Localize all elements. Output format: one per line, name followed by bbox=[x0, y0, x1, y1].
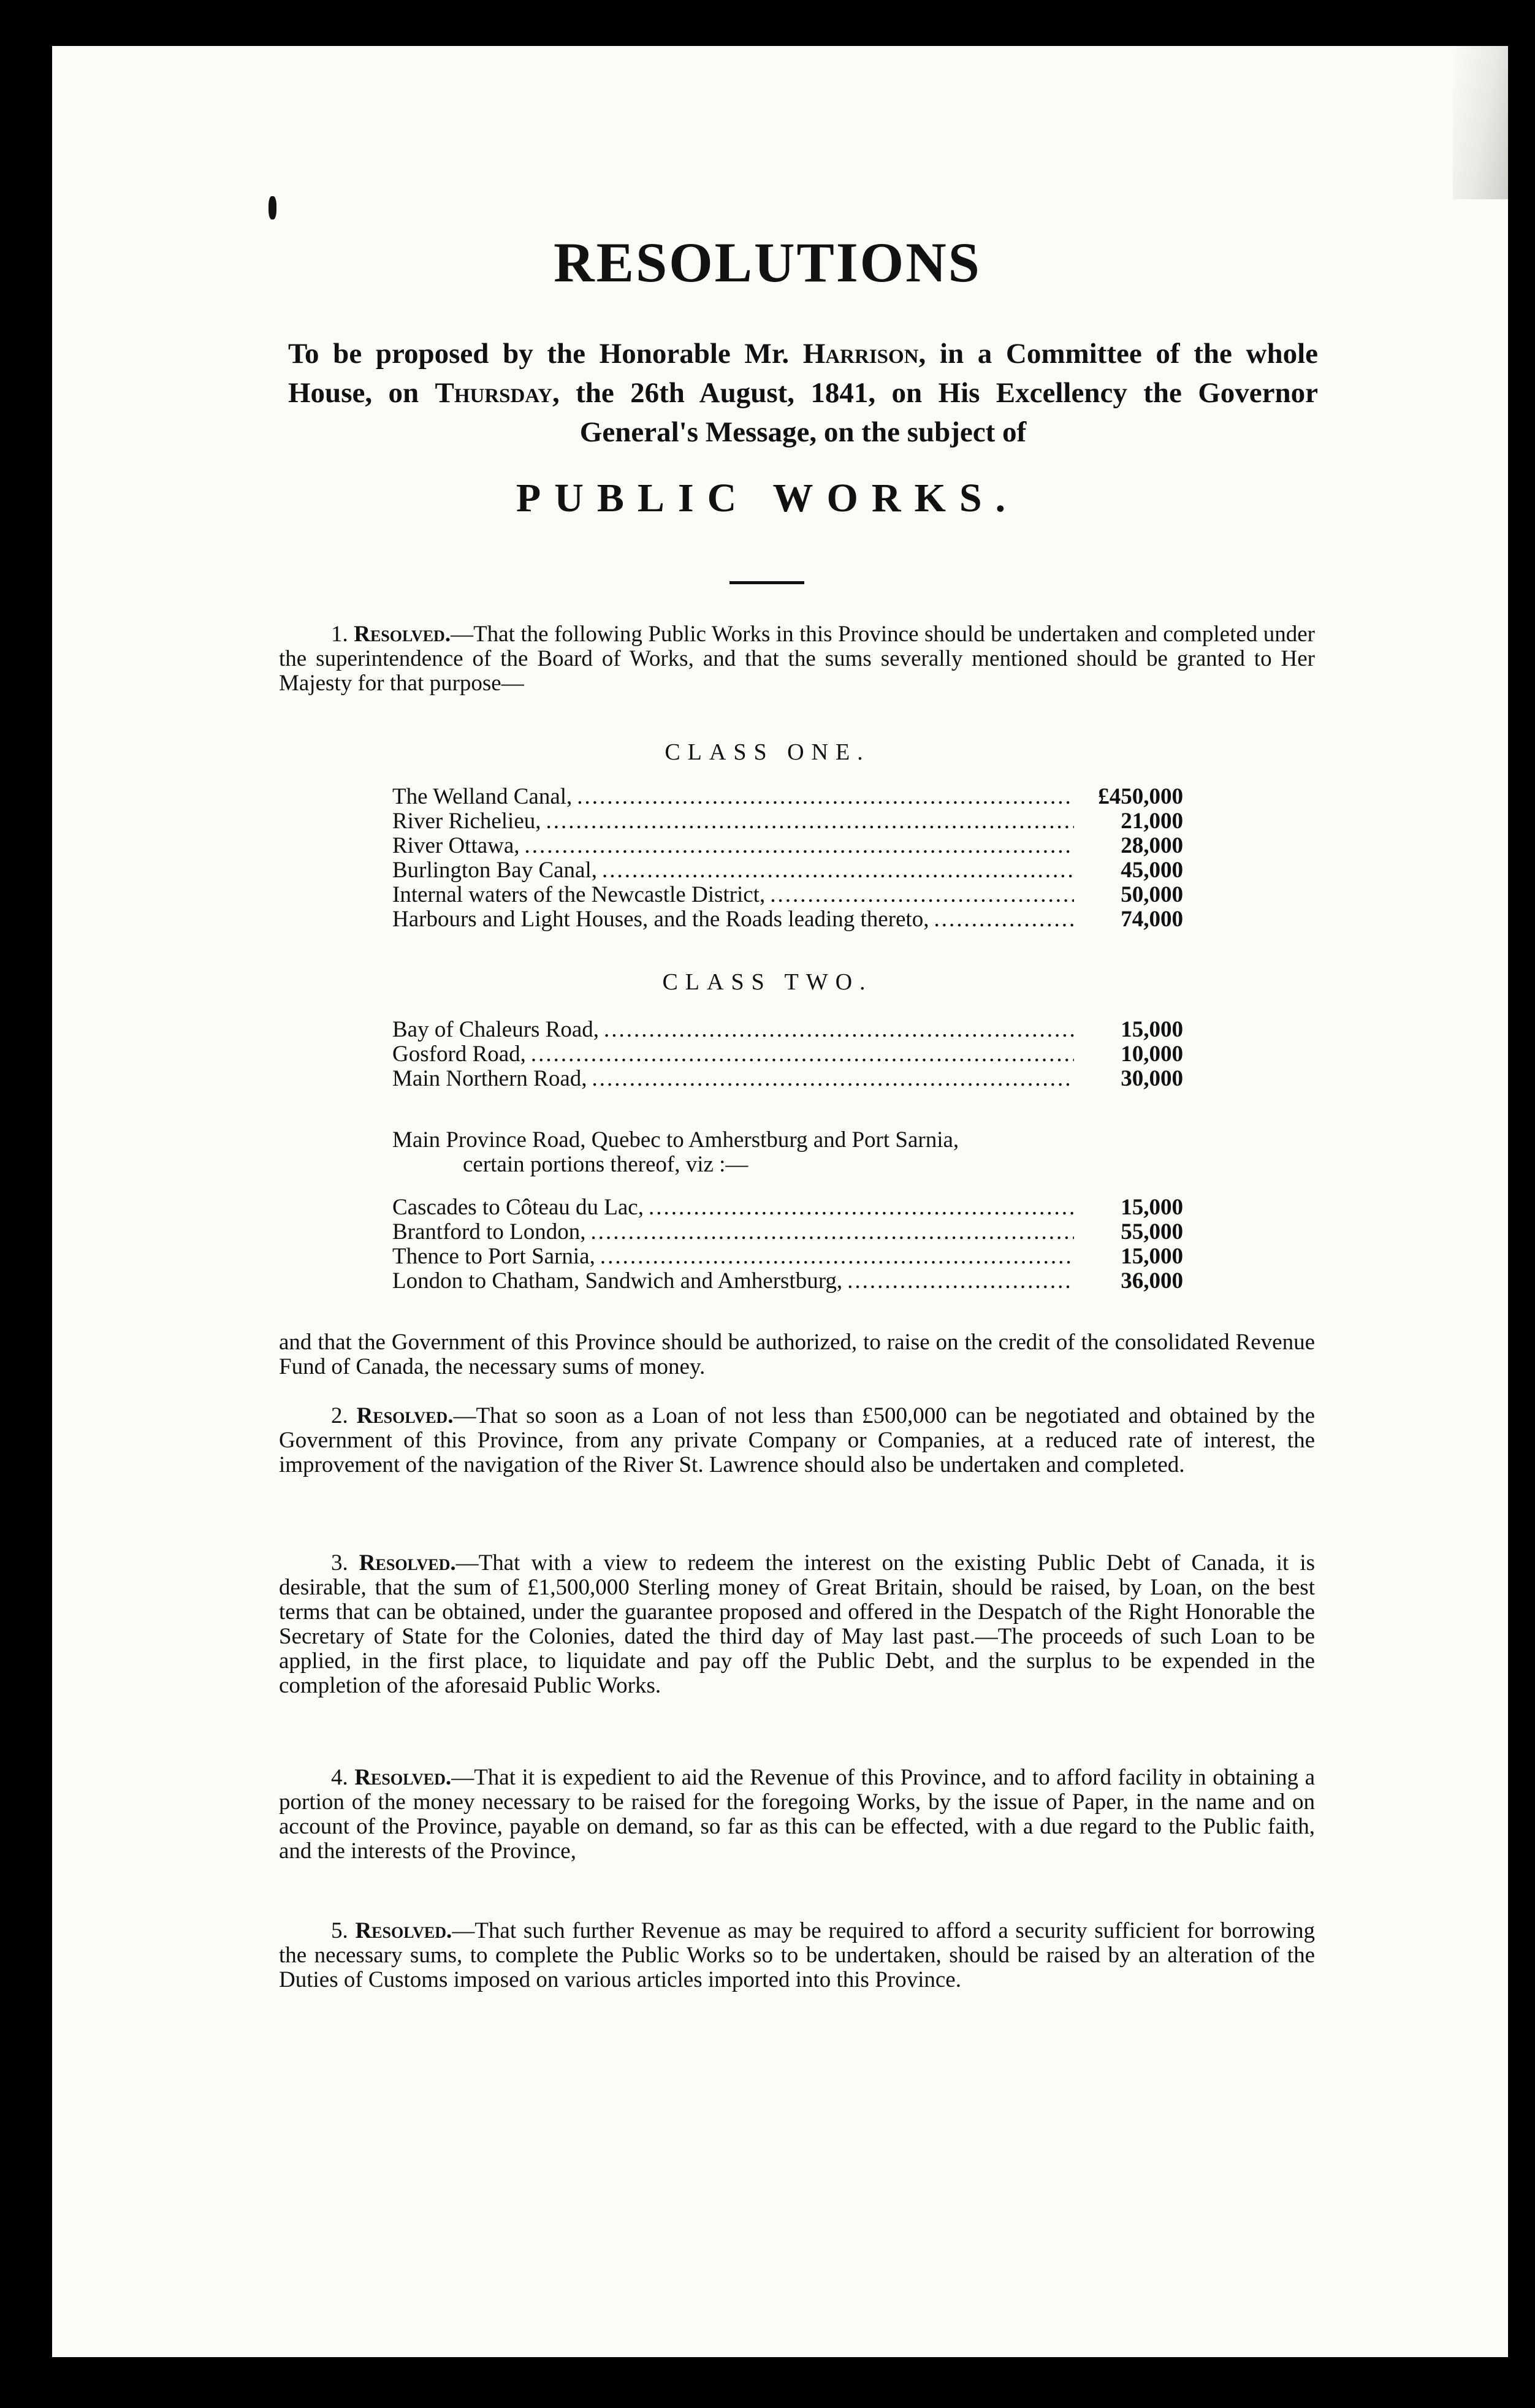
list-item bbox=[392, 883, 1183, 907]
item-amount: 50,000 bbox=[1121, 882, 1183, 907]
resolved-label: Resolved. bbox=[356, 1403, 454, 1428]
item-amount: 15,000 bbox=[1121, 1195, 1183, 1220]
item-label: Brantford to London, bbox=[392, 1219, 586, 1244]
resolution-text: —That the following Public Works in this Province should be undertaken and completed under the superintendence of the Board of Works, and that the sums severally mentioned should be granted to Her Majesty for that purpose— bbox=[279, 622, 1316, 696]
dot-leader bbox=[602, 858, 1074, 883]
item-label: Burlington Bay Canal, bbox=[392, 858, 597, 883]
resolution-number: 3. bbox=[331, 1550, 348, 1575]
dot-leader bbox=[604, 1018, 1074, 1042]
intro-name: Harrison bbox=[802, 338, 919, 370]
divider-rule bbox=[729, 581, 804, 584]
item-label: River Richelieu, bbox=[392, 809, 541, 834]
item-amount: 30,000 bbox=[1121, 1066, 1183, 1091]
resolution-5 bbox=[279, 1919, 1315, 1992]
list-item bbox=[392, 785, 1183, 809]
dot-leader bbox=[770, 883, 1074, 907]
ink-mark bbox=[269, 196, 276, 219]
list-item bbox=[392, 809, 1183, 834]
item-amount: 36,000 bbox=[1121, 1268, 1183, 1294]
document-title: RESOLUTIONS bbox=[554, 231, 981, 294]
intro-after-name: , in a Committee of the whole House, on bbox=[288, 338, 1319, 409]
item-amount: £450,000 bbox=[1098, 784, 1183, 809]
resolved-label: Resolved. bbox=[355, 1918, 452, 1943]
item-amount: 74,000 bbox=[1121, 907, 1183, 932]
resolution-4 bbox=[279, 1766, 1315, 1864]
dot-leader bbox=[600, 1244, 1074, 1269]
class-one-heading: CLASS ONE. bbox=[665, 739, 870, 765]
dot-leader bbox=[590, 1220, 1074, 1244]
intro-paragraph bbox=[288, 334, 1318, 452]
resolution-text: —That so soon as a Loan of not less than £500,000 can be negotiated and obtained by the Government of this Province, from any private Company or Companies, at a reduced rate of interest, the improvement of the navigation of the River St. Lawrence should also be undertaken and completed. bbox=[279, 1403, 1316, 1477]
dot-leader bbox=[525, 834, 1074, 858]
province-road-line-2: certain portions thereof, viz :— bbox=[463, 1152, 748, 1177]
subject-heading: PUBLIC WORKS. bbox=[516, 476, 1019, 520]
list-item bbox=[392, 1042, 1183, 1067]
item-label: Cascades to Côteau du Lac, bbox=[392, 1195, 644, 1220]
resolved-label: Resolved. bbox=[354, 1765, 452, 1790]
resolution-3 bbox=[279, 1551, 1315, 1698]
list-item bbox=[392, 1067, 1183, 1091]
list-item bbox=[392, 858, 1183, 883]
dot-leader bbox=[847, 1269, 1074, 1294]
road-portions-list bbox=[392, 1195, 1183, 1294]
resolution-number: 2. bbox=[331, 1403, 348, 1428]
item-label: Main Northern Road, bbox=[392, 1066, 587, 1091]
folded-corner bbox=[1453, 46, 1508, 199]
list-item bbox=[392, 1244, 1183, 1269]
list-item bbox=[392, 1018, 1183, 1042]
dot-leader bbox=[934, 907, 1074, 932]
item-label: The Welland Canal, bbox=[392, 784, 573, 809]
list-item bbox=[392, 1195, 1183, 1220]
dot-leader bbox=[592, 1067, 1074, 1091]
item-label: London to Chatham, Sandwich and Amherstburg, bbox=[392, 1268, 843, 1294]
province-road-line-1: Main Province Road, Quebec to Amherstburg and Port Sarnia, bbox=[392, 1127, 959, 1153]
item-amount: 15,000 bbox=[1121, 1017, 1183, 1042]
dot-leader bbox=[577, 785, 1074, 809]
dot-leader bbox=[649, 1195, 1074, 1220]
item-amount: 15,000 bbox=[1121, 1244, 1183, 1269]
item-label: Thence to Port Sarnia, bbox=[392, 1244, 595, 1269]
class-two-list bbox=[392, 1018, 1183, 1091]
item-label: Harbours and Light Houses, and the Roads leading thereto, bbox=[392, 907, 929, 932]
item-amount: 21,000 bbox=[1121, 809, 1183, 834]
list-item bbox=[392, 907, 1183, 932]
intro-before-name: To be proposed by the Honorable Mr. bbox=[288, 338, 790, 370]
item-amount: 55,000 bbox=[1121, 1219, 1183, 1244]
intro-day: Thursday bbox=[435, 377, 552, 409]
resolution-2 bbox=[279, 1404, 1315, 1477]
item-label: Bay of Chaleurs Road, bbox=[392, 1017, 600, 1042]
list-item bbox=[392, 1269, 1183, 1294]
class-two-heading: CLASS TWO. bbox=[662, 969, 873, 995]
list-item bbox=[392, 1220, 1183, 1244]
resolved-label: Resolved. bbox=[359, 1550, 456, 1575]
resolved-label: Resolved. bbox=[354, 622, 451, 647]
dot-leader bbox=[546, 809, 1075, 834]
dot-leader bbox=[531, 1042, 1074, 1067]
resolution-text: —That it is expedient to aid the Revenue of this Province, and to afford facility in obtaining a portion of the money necessary to be raised for the foregoing Works, by the issue of Paper, in the name and on account of the Province, payable on demand, so far as this can be effected, with a due regard to the Public faith, and the interests of the Province, bbox=[279, 1765, 1315, 1864]
resolution-number: 1. bbox=[331, 622, 348, 647]
item-amount: 10,000 bbox=[1121, 1042, 1183, 1067]
class-one-list bbox=[392, 785, 1183, 932]
province-road-heading bbox=[392, 1128, 1189, 1177]
closing-paragraph: and that the Government of this Province should be authorized, to raise on the credit of the consolidated Revenue Fund of Canada, the necessary sums of money. bbox=[279, 1330, 1315, 1379]
intro-after-day: , the 26th August, 1841, on His Excellency the Governor General's Message, on the subject of bbox=[552, 377, 1318, 448]
item-amount: 45,000 bbox=[1121, 858, 1183, 883]
list-item bbox=[392, 834, 1183, 858]
item-label: Internal waters of the Newcastle District, bbox=[392, 882, 766, 907]
item-amount: 28,000 bbox=[1121, 833, 1183, 858]
resolution-number: 5. bbox=[331, 1918, 348, 1943]
resolution-text: —That such further Revenue as may be required to afford a security sufficient for borrowing the necessary sums, to complete the Public Works so to be undertaken, should be raised by an alteration of the Duties of Customs imposed on various articles imported into this Province. bbox=[279, 1918, 1315, 1992]
item-label: Gosford Road, bbox=[392, 1042, 526, 1067]
resolution-1 bbox=[279, 622, 1315, 696]
resolution-text: —That with a view to redeem the interest on the existing Public Debt of Canada, it is desirable, that the sum of £1,500,000 Sterling money of Great Britain, should be raised, by Loan, on the best terms that can be obtained, under the guarantee proposed and offered in the Despatch of the Right Honorable the Secretary of State for the Colonies, dated the third day of May last past.—The proceeds of such Loan to be applied, in the first place, to liquidate and pay off the Public Debt, and the surplus to be expended in the completion of the aforesaid Public Works. bbox=[279, 1550, 1315, 1698]
resolution-number: 4. bbox=[331, 1765, 348, 1790]
item-label: River Ottawa, bbox=[392, 833, 520, 858]
